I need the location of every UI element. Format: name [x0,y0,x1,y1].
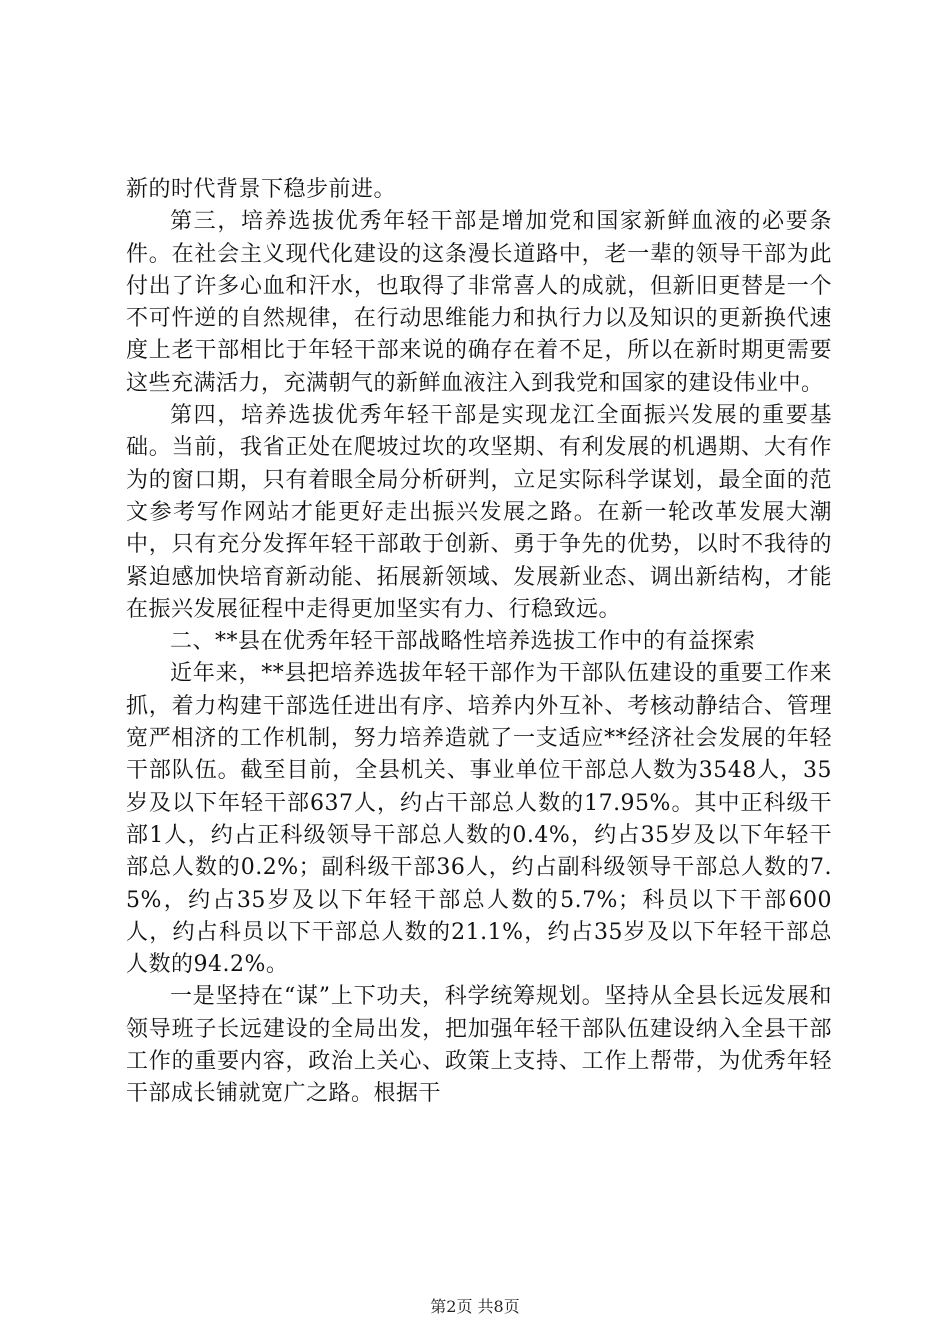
document-body [126,174,832,1111]
section-heading: 二、**县在优秀年轻干部战略性培养选拔工作中的有益探索 [170,629,756,655]
paragraph-continuation: 新的时代背景下稳步前进。 [126,177,397,202]
paragraph-statistics: 近年来，**县把培养选拔年轻干部作为干部队伍建设的重要工作来抓，着力构建干部选任进出有序、培养内外互补、考核动静结合、管理宽严相济的工作机制，努力培养造就了一支适应**经济社会发展的年轻干部队伍。截至目前，全县机关、事业单位干部总人数为3548人，35岁及以下年轻干部637人，约占干部总人数的17.95%。其中正科级干部1人，约占正科级领导干部总人数的0.4%，约占35岁及以下年轻干部总人数的0.2%；副科级干部36人，约占副科级领导干部总人数的7.5%，约占35岁及以下年轻干部总人数的5.7%；科员以下干部600人，约占科员以下干部总人数的21.1%，约占35岁及以下年轻干部总人数的94.2%。 [126,661,832,978]
paragraph-third-point: 第三，培养选拔优秀年轻干部是增加党和国家新鲜血液的必要条件。在社会主义现代化建设的这条漫长道路中，老一辈的领导干部为此付出了许多心血和汗水，也取得了非常喜人的成就，但新旧更替是一个不可忤逆的自然规律，在行动思维能力和执行力以及知识的更新换代速度上老干部相比于年轻干部来说的确存在着不足，所以在新时期更需要这些充满活力，充满朝气的新鲜血液注入到我党和国家的建设伟业中。 [126,209,832,396]
paragraph-fourth-point: 第四，培养选拔优秀年轻干部是实现龙江全面振兴发展的重要基础。当前，我省正处在爬坡过坎的攻坚期、有利发展的机遇期、大有作为的窗口期，只有着眼全局分析研判，立足实际科学谋划，最全面的范文参考写作网站才能更好走出振兴发展之路。在新一轮改革发展大潮中，只有充分发挥年轻干部敢于创新、勇于争先的优势，以时不我待的紧迫感加快培育新动能、拓展新领域、发展新业态、调出新结构，才能在振兴发展征程中走得更加坚实有力、行稳致远。 [126,403,832,622]
page-footer: 第2页 共8页 [430,1297,520,1316]
paragraph-planning: 一是坚持在“谋”上下功夫，科学统筹规划。坚持从全县长远发展和领导班子长远建设的全局出发，把加强年轻干部队伍建设纳入全县干部工作的重要内容，政治上关心、政策上支持、工作上帮带，为优秀年轻干部成长铺就宽广之路。根据干 [126,984,832,1107]
